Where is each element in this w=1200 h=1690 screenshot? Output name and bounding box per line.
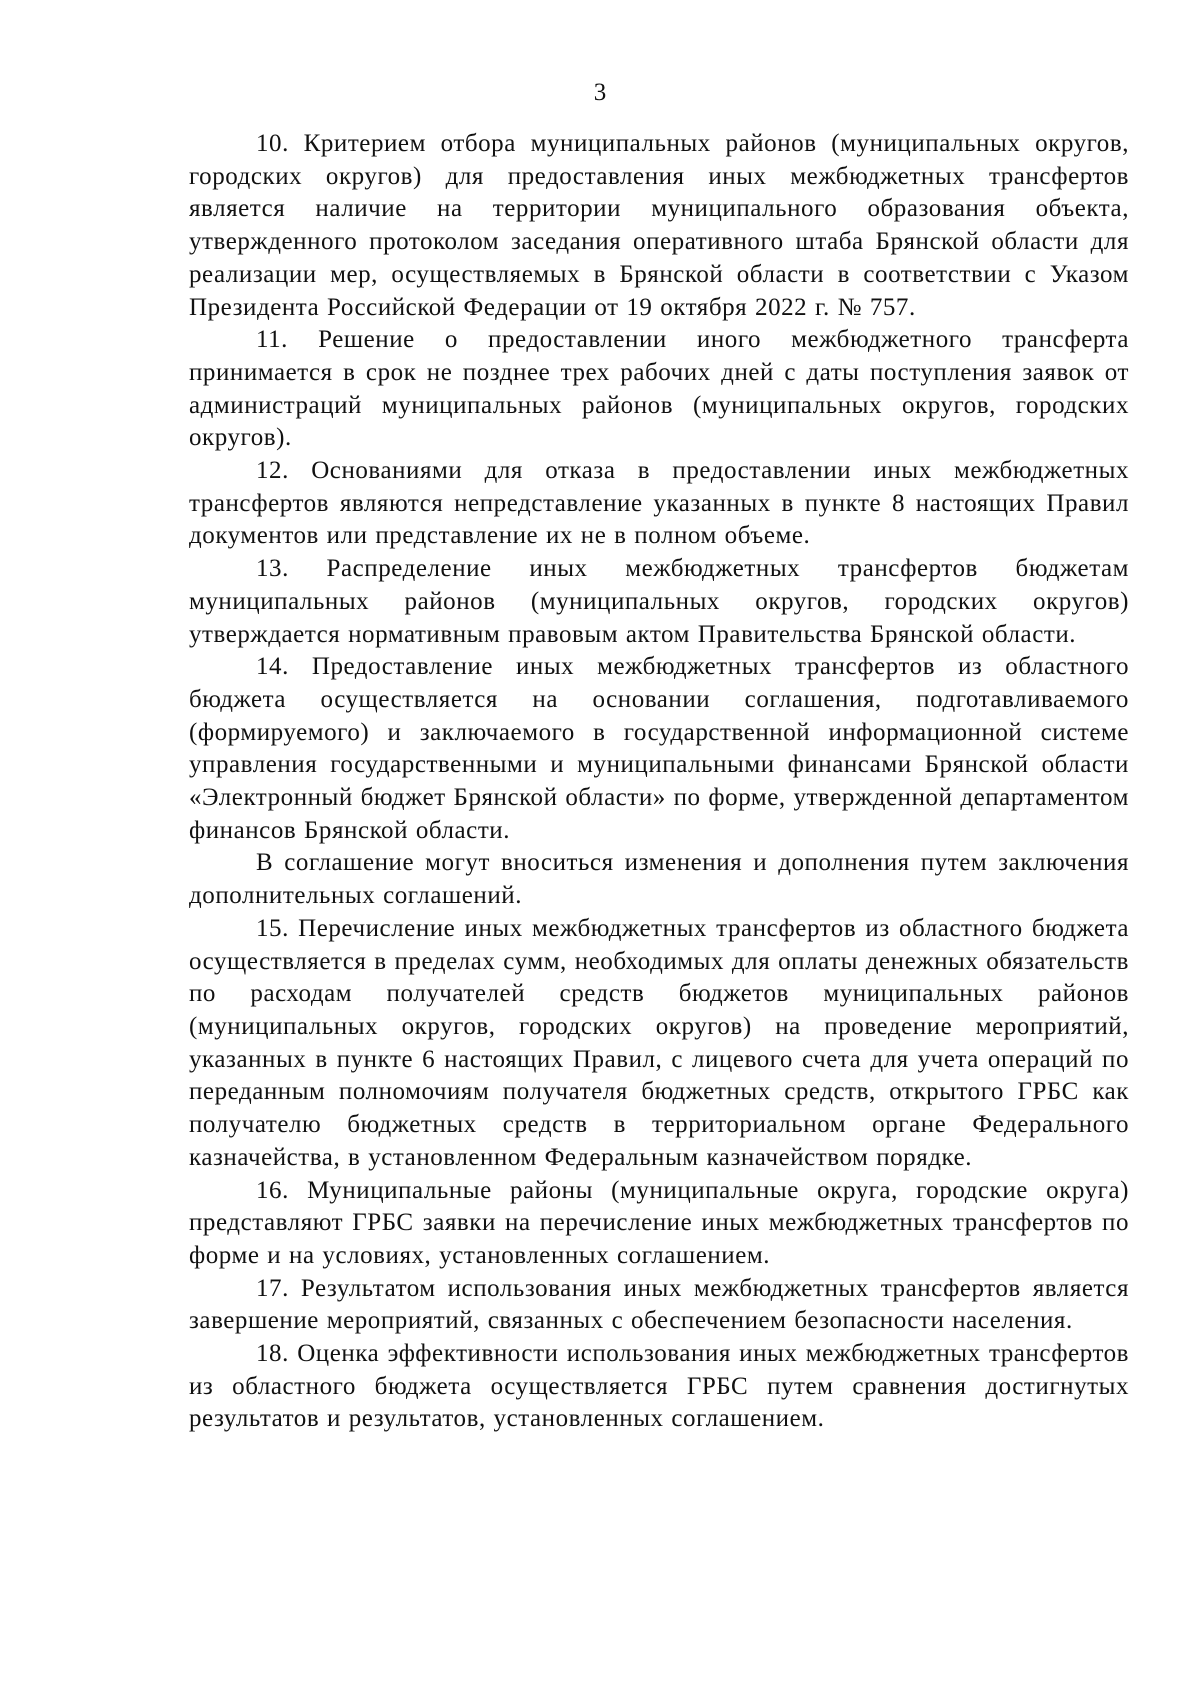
- page-number: 3: [593, 79, 607, 106]
- paragraph-17: 17. Результатом использования иных межбюджетных трансфертов является завершение мероприятий, связанных с обеспечением безопасности населения.: [189, 1274, 1129, 1335]
- document-body: [189, 128, 1129, 1436]
- paragraph-18: 18. Оценка эффективности использования иных межбюджетных трансфертов из областного бюджета осуществляется ГРБС путем сравнения достигнутых результатов и результатов, установленных соглашением.: [189, 1340, 1129, 1433]
- paragraph-10: 10. Критерием отбора муниципальных районов (муниципальных округов, городских округов) для предоставления иных межбюджетных трансфертов является наличие на территории муниципального образования объекта, утвержденного протоколом заседания оперативного штаба Брянской области для реализации мер, осуществляемых в Брянской области в соответствии с Указом Президента Российской Федерации от 19 октября 2022 г. № 757.: [189, 130, 1129, 321]
- paragraph-14-addendum: В соглашение могут вноситься изменения и дополнения путем заключения дополнительных соглашений.: [189, 849, 1129, 910]
- paragraph-15: 15. Перечисление иных межбюджетных трансфертов из областного бюджета осуществляется в пределах сумм, необходимых для оплаты денежных обязательств по расходам получателей средств бюджетов муниципальных районов (муниципальных округов, городских округов) на проведение мероприятий, указанных в пункте 6 настоящих Правил, с лицевого счета для учета операций по переданным полномочиям получателя бюджетных средств, открытого ГРБС как получателю бюджетных средств в территориальном органе Федерального казначейства, в установленном Федеральным казначейством порядке.: [189, 914, 1129, 1171]
- paragraph-13: 13. Распределение иных межбюджетных трансфертов бюджетам муниципальных районов (муниципальных округов, городских округов) утверждается нормативным правовым актом Правительства Брянской области.: [189, 555, 1129, 648]
- paragraph-12: 12. Основаниями для отказа в предоставлении иных межбюджетных трансфертов являются непредставление указанных в пункте 8 настоящих Правил документов или представление их не в полном объеме.: [189, 457, 1129, 550]
- paragraph-11: 11. Решение о предоставлении иного межбюджетного трансферта принимается в срок не позднее трех рабочих дней с даты поступления заявок от администраций муниципальных районов (муниципальных округов, городских округов).: [189, 326, 1129, 452]
- paragraph-14: 14. Предоставление иных межбюджетных трансфертов из областного бюджета осуществляется на основании соглашения, подготавливаемого (формируемого) и заключаемого в государственной информационной системе управления государственными и муниципальными финансами Брянской области «Электронный бюджет Брянской области» по форме, утвержденной департаментом финансов Брянской области.: [189, 653, 1129, 844]
- paragraph-16: 16. Муниципальные районы (муниципальные округа, городские округа) представляют ГРБС заявки на перечисление иных межбюджетных трансфертов по форме и на условиях, установленных соглашением.: [189, 1176, 1129, 1269]
